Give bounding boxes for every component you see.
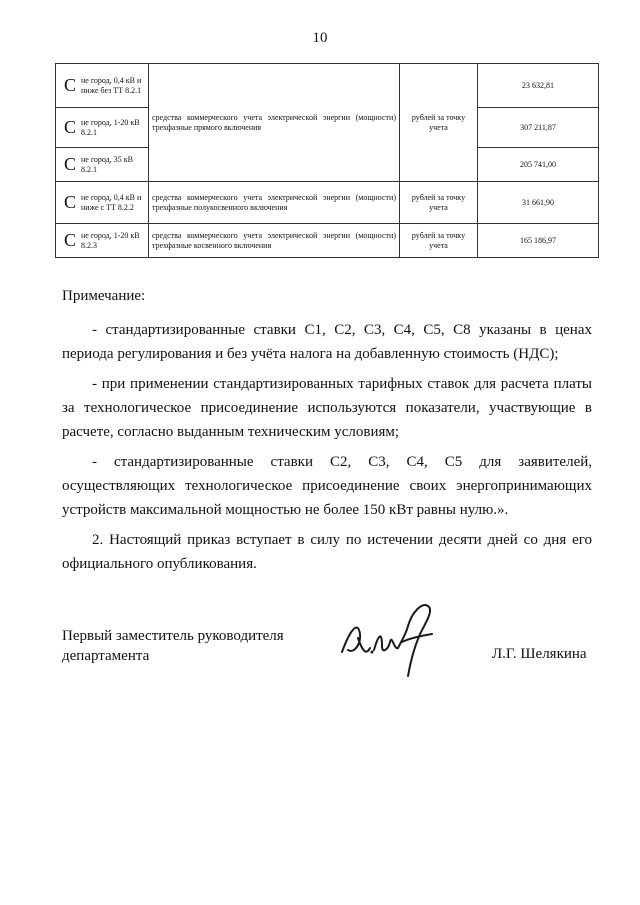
note-line: - стандартизированные ставки С1, С2, С3, С4, С5, С8 указаны в ценах bbox=[92, 322, 592, 338]
signer-position-line: Первый заместитель руководителя bbox=[62, 628, 284, 644]
rate-value: 23 632,81 bbox=[478, 64, 599, 108]
rate-code: не город, 1-20 кВ 8.2.1 bbox=[81, 118, 140, 137]
table-row bbox=[56, 224, 599, 258]
rate-value: 165 186,97 bbox=[478, 224, 599, 258]
rate-value: 31 661,90 bbox=[478, 182, 599, 224]
rate-code: не город, 1-20 кВ 8.2.3 bbox=[81, 231, 140, 250]
rate-code: не город, 0,4 кВ и ниже с ТТ 8.2.2 bbox=[81, 193, 142, 212]
rate-code-cell bbox=[56, 64, 149, 108]
table-row bbox=[56, 64, 599, 108]
note-line: - при применении стандартизированных тарифных ставок для расчета платы bbox=[92, 376, 592, 392]
description-text: средства коммерческого учета электрической энергии (мощности) трехфазные полукосвенного включения bbox=[152, 193, 396, 212]
rate-code: не город, 0,4 кВ и ниже без ТТ 8.2.1 bbox=[81, 76, 142, 95]
unit-text: рублей за точку учета bbox=[411, 193, 466, 212]
rate-code-cell bbox=[56, 224, 149, 258]
note-title: Примечание: bbox=[62, 288, 146, 304]
rate-code-cell bbox=[56, 108, 149, 148]
note-line: - стандартизированные ставки С2, С3, С4, С5 для заявителей, bbox=[92, 454, 592, 470]
rate-value: 307 211,87 bbox=[478, 108, 599, 148]
rate-code-cell bbox=[56, 182, 149, 224]
unit-cell bbox=[400, 182, 478, 224]
order-line: официального опубликования. bbox=[62, 556, 257, 572]
rates-table bbox=[55, 63, 599, 258]
unit-text: рублей за точку учета bbox=[411, 231, 466, 250]
note-line: осуществляющих технологическое присоединение своих энергопринимающих bbox=[62, 478, 592, 494]
rate-letter: С bbox=[63, 230, 76, 251]
rate-letter: С bbox=[63, 192, 76, 213]
description-text: средства коммерческого учета электрической энергии (мощности) трехфазные косвенного включения bbox=[152, 231, 396, 250]
rate-value: 205 741,00 bbox=[478, 148, 599, 182]
note-line: периода регулирования и без учёта налога на добавленную стоимость (НДС); bbox=[62, 346, 559, 362]
note-paragraph bbox=[62, 372, 592, 444]
description-cell bbox=[149, 182, 400, 224]
unit-cell bbox=[400, 64, 478, 182]
description-text: средства коммерческого учета электрической энергии (мощности) трехфазные прямого включения bbox=[152, 113, 396, 132]
signer-name: Л.Г. Шелякина bbox=[492, 646, 587, 662]
rate-code-cell bbox=[56, 148, 149, 182]
page-number: 10 bbox=[312, 30, 328, 46]
rate-code: не город, 35 кВ 8.2.1 bbox=[81, 155, 133, 174]
description-cell bbox=[149, 224, 400, 258]
unit-text: рублей за точку учета bbox=[411, 113, 466, 132]
handwritten-signature bbox=[336, 590, 446, 680]
rate-letter: С bbox=[63, 117, 76, 138]
order-line: 2. Настоящий приказ вступает в силу по истечении десяти дней со дня его bbox=[92, 532, 592, 548]
note-paragraph bbox=[62, 450, 592, 522]
description-cell bbox=[149, 64, 400, 182]
table-row bbox=[56, 182, 599, 224]
note-line: расчете, согласно выданным техническим условиям; bbox=[62, 424, 400, 440]
signer-position-line: департамента bbox=[62, 648, 150, 664]
note-paragraph bbox=[62, 318, 592, 366]
unit-cell bbox=[400, 224, 478, 258]
order-paragraph bbox=[62, 528, 592, 576]
note-line: устройств максимальной мощностью не более 150 кВт равны нулю.». bbox=[62, 502, 509, 518]
rate-letter: С bbox=[63, 154, 76, 175]
note-line: за технологическое присоединение используются показатели, участвующие в bbox=[62, 400, 592, 416]
rate-letter: С bbox=[63, 75, 76, 96]
signer-position bbox=[62, 626, 284, 666]
